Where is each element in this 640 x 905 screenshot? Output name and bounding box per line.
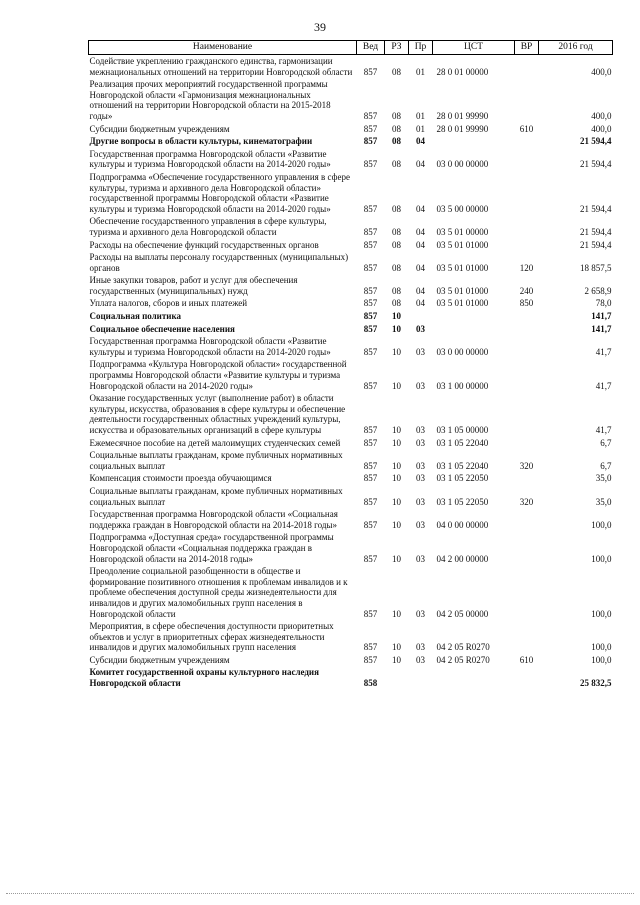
cell-ved: 857 — [363, 473, 378, 484]
cell-vr: 320 — [519, 460, 534, 471]
table-row — [89, 666, 613, 689]
cell-vr — [515, 323, 539, 336]
cell-ved: 858 — [363, 678, 378, 689]
cell-vr — [515, 508, 539, 531]
cell-pr: 03 — [416, 437, 425, 448]
cell-vr — [515, 78, 539, 122]
cell-amount: 100,0 — [591, 608, 612, 619]
cell-rz: 08 — [392, 285, 401, 296]
cell-vr — [515, 239, 539, 252]
cell-cst: 03 1 00 00000 — [436, 380, 489, 391]
cell-pr: 04 — [416, 298, 425, 309]
cell-cst: 03 0 00 00000 — [436, 159, 489, 170]
cell-rz: 10 — [392, 460, 401, 471]
cell-cst — [433, 135, 515, 148]
table-row — [89, 274, 613, 297]
cell-name: Подпрограмма «Обеспечение государственного управления в сфере культуры, туризма и архивного дела Новгородской области» государственной программы Новгородской области «Развитие культуры и туризма Новгородской области на 2014-2020 годы» — [89, 171, 350, 214]
cell-pr: 03 — [416, 460, 425, 471]
cell-vr — [515, 215, 539, 238]
cell-pr: 03 — [416, 346, 425, 357]
cell-cst: 03 5 01 01000 — [436, 262, 489, 273]
cell-amount: 141,7 — [591, 311, 612, 322]
cell-ved: 857 — [363, 226, 378, 237]
cell-rz — [385, 666, 409, 689]
cell-cst: 03 1 05 22040 — [436, 437, 489, 448]
cell-amount: 100,0 — [591, 519, 612, 530]
cell-pr: 04 — [416, 136, 425, 147]
cell-vr — [515, 666, 539, 689]
cell-pr: 03 — [416, 425, 425, 435]
cell-ved: 857 — [363, 642, 378, 653]
cell-ved: 857 — [363, 553, 378, 564]
cell-name: Расходы на выплаты персоналу государственных (муниципальных) органов — [89, 252, 349, 273]
cell-vr — [515, 472, 539, 485]
cell-name: Содействие укреплению гражданского единства, гармонизации межнациональных отношений на территории Новгородской области — [89, 56, 353, 77]
cell-rz: 08 — [392, 136, 401, 147]
header-name: Наименование — [89, 41, 357, 55]
cell-ved: 857 — [363, 496, 378, 507]
cell-cst: 03 1 05 22050 — [436, 473, 489, 484]
cell-name: Уплата налогов, сборов и иных платежей — [89, 298, 248, 309]
cell-ved: 857 — [363, 285, 378, 296]
table-row — [89, 123, 613, 136]
cell-rz: 08 — [392, 239, 401, 250]
table-row — [89, 449, 613, 472]
table-row — [89, 310, 613, 323]
cell-amount: 21 594,4 — [580, 239, 612, 250]
cell-name: Расходы на обеспечение функций государственных органов — [89, 239, 319, 250]
table-row — [89, 620, 613, 654]
cell-vr — [515, 310, 539, 323]
cell-rz: 08 — [392, 159, 401, 170]
cell-vr: 120 — [519, 262, 534, 273]
table-row — [89, 531, 613, 565]
cell-name: Преодоление социальной разобщенности в обществе и формирование позитивного отношения к проблемам инвалидов и к проблеме обеспечения доступной среды жизнедеятельности для инвалидов и других маломобильных групп населения в Новгородской области — [89, 566, 348, 619]
cell-vr: 320 — [519, 496, 534, 507]
table-row — [89, 135, 613, 148]
cell-vr — [515, 171, 539, 215]
cell-rz: 08 — [392, 123, 401, 134]
cell-cst: 03 1 05 22050 — [436, 496, 489, 507]
cell-name: Социальная политика — [89, 311, 182, 322]
cell-ved: 857 — [363, 159, 378, 170]
cell-cst: 04 2 00 00000 — [436, 553, 489, 564]
cell-pr: 04 — [416, 239, 425, 250]
cell-vr — [515, 55, 539, 79]
cell-name: Обеспечение государственного управления в сфере культуры, туризма и архивного дела Новгородской области — [89, 216, 327, 237]
cell-ved: 857 — [363, 239, 378, 250]
cell-ved: 857 — [363, 311, 378, 322]
table-row — [89, 239, 613, 252]
cell-pr: 03 — [416, 654, 425, 665]
cell-rz: 10 — [392, 425, 401, 435]
cell-cst: 03 5 01 01000 — [436, 239, 489, 250]
cell-amount: 100,0 — [591, 553, 612, 564]
cell-cst: 04 2 05 R0270 — [436, 654, 490, 665]
cell-vr — [515, 148, 539, 171]
cell-pr: 03 — [416, 323, 425, 334]
cell-ved: 857 — [363, 262, 378, 273]
cell-rz: 10 — [392, 437, 401, 448]
cell-pr: 04 — [416, 203, 425, 214]
table-row — [89, 251, 613, 274]
table-body — [89, 55, 613, 690]
table-row — [89, 392, 613, 436]
cell-amount: 6,7 — [600, 460, 612, 471]
cell-amount: 400,0 — [591, 110, 612, 121]
cell-amount: 2 658,9 — [584, 285, 612, 296]
cell-name: Субсидии бюджетным учреждениям — [89, 123, 230, 134]
cell-cst — [433, 666, 515, 689]
cell-vr: 610 — [519, 123, 534, 134]
cell-amount: 25 832,5 — [580, 678, 612, 689]
cell-rz: 08 — [392, 110, 401, 121]
cell-rz: 10 — [392, 380, 401, 391]
cell-ved: 857 — [363, 66, 378, 77]
cell-vr — [515, 358, 539, 392]
header-cst: ЦСТ — [433, 41, 515, 55]
cell-amount: 41,7 — [595, 346, 612, 357]
cell-ved: 857 — [363, 380, 378, 391]
table-row — [89, 485, 613, 508]
cell-name: Подпрограмма «Культура Новгородской области» государственной программы Новгородской области «Развитие культуры и туризма Новгородской области на 2014-2020 годы» — [89, 359, 347, 391]
cell-name: Субсидии бюджетным учреждениям — [89, 654, 230, 665]
cell-amount: 21 594,4 — [580, 159, 612, 170]
cell-cst — [433, 323, 515, 336]
header-vr: ВР — [515, 41, 539, 55]
cell-pr: 03 — [416, 380, 425, 391]
cell-ved: 857 — [363, 298, 378, 309]
cell-name: Реализация прочих мероприятий государственной программы Новгородской области «Гармонизация межнациональных отношений на территории Новгородской области на 2015-2018 годы» — [89, 79, 331, 121]
cell-rz: 10 — [392, 608, 401, 619]
cell-pr: 04 — [416, 285, 425, 296]
cell-vr — [515, 437, 539, 450]
table-row — [89, 323, 613, 336]
cell-amount: 18 857,5 — [580, 262, 612, 273]
cell-amount: 141,7 — [591, 323, 612, 334]
cell-rz: 10 — [392, 496, 401, 507]
cell-ved: 857 — [363, 203, 378, 214]
cell-ved: 857 — [363, 608, 378, 619]
table-row — [89, 654, 613, 667]
cell-name: Социальные выплаты гражданам, кроме публичных нормативных социальных выплат — [89, 450, 343, 471]
cell-pr: 03 — [416, 608, 425, 619]
table-row — [89, 565, 613, 620]
table-row — [89, 148, 613, 171]
cell-vr: 850 — [519, 298, 534, 309]
cell-cst: 03 5 01 00000 — [436, 226, 489, 237]
cell-amount: 35,0 — [595, 473, 612, 484]
table-row — [89, 55, 613, 79]
header-ved: Вед — [357, 41, 385, 55]
cell-name: Государственная программа Новгородской области «Социальная поддержка граждан в Новгородской области на 2014-2018 годы» — [89, 509, 338, 530]
cell-name: Социальные выплаты гражданам, кроме публичных нормативных социальных выплат — [89, 485, 343, 507]
cell-vr: 240 — [519, 285, 534, 296]
cell-rz: 08 — [392, 262, 401, 273]
page-number: 39 — [314, 20, 326, 34]
cell-ved: 857 — [363, 437, 378, 448]
cell-rz: 10 — [392, 519, 401, 530]
cell-pr: 03 — [416, 496, 425, 507]
cell-name: Другие вопросы в области культуры, кинематографии — [89, 136, 313, 147]
cell-pr: 04 — [416, 226, 425, 237]
cell-name: Иные закупки товаров, работ и услуг для обеспечения государственных (муниципальных) нужд — [89, 275, 298, 296]
cell-rz: 10 — [392, 323, 401, 334]
budget-table — [88, 40, 613, 690]
cell-cst: 04 2 05 00000 — [436, 608, 489, 619]
cell-rz: 10 — [392, 654, 401, 665]
cell-amount: 21 594,4 — [580, 203, 612, 214]
table-header-row — [89, 41, 613, 55]
cell-pr: 03 — [416, 473, 425, 484]
table-row — [89, 437, 613, 450]
cell-amount: 400,0 — [591, 66, 612, 77]
cell-rz: 10 — [392, 346, 401, 357]
header-pr: Пр — [409, 41, 433, 55]
cell-cst: 03 5 01 01000 — [436, 298, 489, 309]
cell-cst: 28 0 01 99990 — [436, 110, 489, 121]
table-row — [89, 215, 613, 238]
cell-vr — [515, 335, 539, 358]
table-row — [89, 171, 613, 215]
cell-cst: 03 5 00 00000 — [436, 203, 489, 214]
cell-name: Ежемесячное пособие на детей малоимущих студенческих семей — [89, 437, 341, 448]
cell-rz: 08 — [392, 226, 401, 237]
table-row — [89, 358, 613, 392]
cell-amount: 78,0 — [595, 298, 612, 309]
cell-cst: 04 0 00 00000 — [436, 519, 489, 530]
cell-name: Компенсация стоимости проезда обучающимся — [89, 473, 272, 484]
cell-pr: 03 — [416, 553, 425, 564]
cell-amount: 100,0 — [591, 654, 612, 665]
cell-vr — [515, 620, 539, 654]
cell-cst: 28 0 01 99990 — [436, 123, 489, 134]
cell-vr — [515, 392, 539, 436]
cell-name: Комитет государственной охраны культурного наследия Новгородской области — [89, 667, 319, 689]
cell-pr — [409, 310, 433, 323]
table-row — [89, 472, 613, 485]
cell-rz: 10 — [392, 311, 401, 322]
table-row — [89, 297, 613, 310]
cell-amount: 41,7 — [595, 380, 612, 391]
cell-vr: 610 — [519, 654, 534, 665]
cell-ved: 857 — [363, 460, 378, 471]
cell-pr: 01 — [416, 110, 425, 121]
cell-cst: 03 1 05 00000 — [436, 425, 489, 435]
cell-vr — [515, 531, 539, 565]
cell-ved: 857 — [363, 654, 378, 665]
cell-amount: 6,7 — [600, 437, 612, 448]
cell-name: Мероприятия, в сфере обеспечения доступности приоритетных объектов и услуг в приоритетных сферах жизнедеятельности инвалидов и других маломобильных групп населения — [89, 621, 334, 653]
cell-name: Государственная программа Новгородской области «Развитие культуры и туризма Новгородской области на 2014-2020 годы» — [89, 336, 331, 357]
cell-amount: 21 594,4 — [580, 226, 612, 237]
cell-ved: 857 — [363, 123, 378, 134]
cell-pr: 03 — [416, 519, 425, 530]
cell-amount: 41,7 — [595, 425, 612, 435]
cell-cst — [433, 310, 515, 323]
cell-ved: 857 — [363, 519, 378, 530]
cell-name: Социальное обеспечение населения — [89, 323, 235, 334]
cell-amount: 21 594,4 — [580, 136, 612, 147]
table-row — [89, 335, 613, 358]
cell-rz: 08 — [392, 298, 401, 309]
cell-pr: 04 — [416, 262, 425, 273]
scan-artifact-line — [6, 893, 634, 894]
cell-ved: 857 — [363, 110, 378, 121]
cell-ved: 857 — [363, 323, 378, 334]
cell-name: Подпрограмма «Доступная среда» государственной программы Новгородской области «Социальная поддержка граждан в Новгородской области на 2014-2018 годы» — [89, 532, 334, 564]
cell-vr — [515, 135, 539, 148]
cell-ved: 857 — [363, 346, 378, 357]
cell-name: Оказание государственных услуг (выполнение работ) в области культуры, искусства, образования в сфере культуры и обеспечение деятельности государственных областных учреждений культуры, искусства и образовательных организаций в сфере культуры — [89, 393, 346, 435]
cell-cst: 03 5 01 01000 — [436, 285, 489, 296]
cell-amount: 100,0 — [591, 642, 612, 653]
table-row — [89, 78, 613, 122]
cell-cst: 04 2 05 R0270 — [436, 642, 490, 653]
cell-amount: 400,0 — [591, 123, 612, 134]
cell-cst: 03 0 00 00000 — [436, 346, 489, 357]
cell-cst: 03 1 05 22040 — [436, 460, 489, 471]
cell-pr: 03 — [416, 642, 425, 653]
header-rz: РЗ — [385, 41, 409, 55]
cell-rz: 10 — [392, 473, 401, 484]
cell-name: Государственная программа Новгородской области «Развитие культуры и туризма Новгородской области на 2014-2020 годы» — [89, 148, 331, 170]
table-row — [89, 508, 613, 531]
cell-ved: 857 — [363, 136, 378, 147]
cell-vr — [515, 565, 539, 620]
header-amount: 2016 год — [539, 41, 613, 55]
cell-rz: 08 — [392, 203, 401, 214]
cell-rz: 10 — [392, 553, 401, 564]
cell-pr: 01 — [416, 66, 425, 77]
cell-pr: 01 — [416, 123, 425, 134]
cell-pr: 04 — [416, 159, 425, 170]
cell-ved: 857 — [363, 425, 378, 435]
cell-pr — [409, 666, 433, 689]
cell-amount: 35,0 — [595, 496, 612, 507]
cell-cst: 28 0 01 00000 — [436, 66, 489, 77]
cell-rz: 10 — [392, 642, 401, 653]
cell-rz: 08 — [392, 66, 401, 77]
